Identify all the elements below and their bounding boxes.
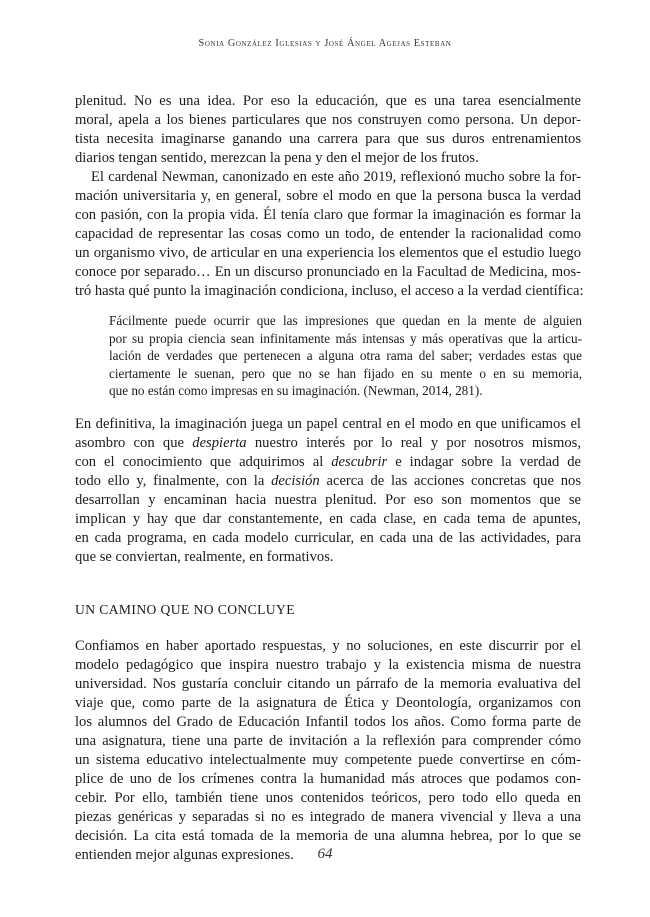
text-line: modelo pedagógico que inspira nuestro trabajo y la existencia misma de nuestra (75, 656, 581, 673)
text-segment: con el conocimiento que adquirimos al (75, 453, 332, 470)
text-line: tista necesita imaginarse ganando una carrera para que sus duros entrenamientos (75, 131, 581, 147)
text-line (75, 472, 581, 491)
section-heading: UN CAMINO QUE NO CONCLUYE (75, 601, 295, 617)
text-line: piezas genéricas y separadas si no es integrado de manera vivencial y lleva a una (75, 808, 581, 825)
text-line: conoce por separado… En un discurso pronunciado en la Facultad de Medicina, mos- (75, 264, 581, 280)
text-line: Confiamos en haber aportado respuestas, y no soluciones, en este discurrir por el (75, 637, 581, 654)
quote-line: por su propia ciencia sean infinitamente más intensas y más operativas que la articu- (109, 330, 582, 346)
text-line: El cardenal Newman, canonizado en este año 2019, reflexionó mucho sobre la for- (91, 169, 581, 185)
text-segment: nuestro interés por lo real y por nosotros mismos, (246, 434, 581, 451)
text-line: capacidad de representar las cosas como un todo, de entender la racionalidad como (75, 226, 581, 242)
emphasis-text: decisión (271, 472, 320, 489)
paragraph-2 (75, 168, 584, 301)
page-body (75, 92, 584, 865)
text-line: viaje que, como parte de la asignatura de Ética y Deontología, organizamos con (75, 694, 581, 711)
page-number: 64 (317, 846, 333, 862)
text-line: en cada programa, en cada modelo curricular, en cada una de las actividades, para (75, 529, 581, 546)
quote-line: que no están como impresas en su imaginación. (Newman, 2014, 281). (109, 383, 483, 399)
text-line: universidad. Nos gustaría concluir citando un párrafo de la memoria evaluativa del (75, 675, 581, 692)
text-line (75, 453, 581, 472)
quote-line: lación de verdades que pertenecen a alguna otra rama del saber; verdades estas que (109, 348, 582, 364)
block-quote (109, 312, 582, 400)
text-segment: e indagar sobre la verdad de (387, 453, 581, 470)
text-line: decisión. La cita está tomada de la memoria de una alumna hebrea, por lo que se (75, 827, 581, 844)
text-line: con pasión, con la propia vida. Él tenía claro que formar la imaginación es formar la (75, 207, 581, 223)
text-line (75, 434, 581, 453)
text-line: diarios tengan sentido, merezcan la pena y den el mejor de los frutos. (75, 150, 479, 166)
text-line: desarrollan y encaminan hacia nuestra plenitud. Por eso son momentos que se (75, 491, 581, 508)
text-line: los alumnos del Grado de Educación Infantil todos los años. Como forma parte de (75, 713, 581, 730)
running-head: Sonia González Iglesias y José Ángel Agejas Esteban (198, 38, 452, 49)
text-line: tró hasta qué punto la imaginación condiciona, incluso, el acceso a la verdad científica: (75, 283, 584, 299)
text-line: En definitiva, la imaginación juega un papel central en el modo en que unificamos el (75, 415, 581, 432)
text-line: un sistema educativo intelectualmente muy competente puede convertirse en cóm- (75, 751, 581, 768)
text-line: plenitud. No es una idea. Por eso la educación, que es una tarea esencialmente (75, 93, 581, 109)
text-segment: todo ello y, finalmente, con la (75, 472, 272, 489)
text-line: un organismo vivo, de articular en una experiencia los elementos que el estudio luego (75, 245, 581, 261)
text-line: plice de uno de los crímenes contra la humanidad más atroces que podamos con- (75, 770, 581, 787)
text-line: una asignatura, tiene una parte de invitación a la reflexión para comprender cómo (75, 732, 581, 749)
text-segment: asombro con que (75, 434, 193, 451)
text-line: cebir. Por ello, también tiene unos contenidos teóricos, pero todo ello queda en (75, 789, 581, 806)
paragraph-1 (75, 92, 581, 168)
text-line: mación universitaria y, en general, sobre el modo en que la persona busca la verdad (75, 188, 581, 204)
text-line: moral, apela a los bienes particulares que nos construyen como persona. Un depor- (75, 112, 581, 128)
text-line: que se conviertan, realmente, en formativos. (75, 548, 334, 565)
emphasis-text: descubrir (331, 453, 388, 470)
paragraph-4 (75, 637, 581, 865)
text-line: entienden mejor algunas expresiones. (75, 846, 294, 863)
quote-line: ciertamente le suenan, pero que no se han fijado en su mente o en su memoria, (109, 365, 582, 381)
quote-line: Fácilmente puede ocurrir que las impresiones que quedan en la mente de alguien (109, 313, 582, 328)
text-segment: acerca de las acciones concretas que nos (319, 472, 581, 489)
emphasis-text: despierta (192, 434, 247, 451)
text-line: implican y hay que dar constantemente, en cada clase, en cada tema de apuntes, (75, 510, 581, 527)
paragraph-3 (75, 415, 581, 567)
